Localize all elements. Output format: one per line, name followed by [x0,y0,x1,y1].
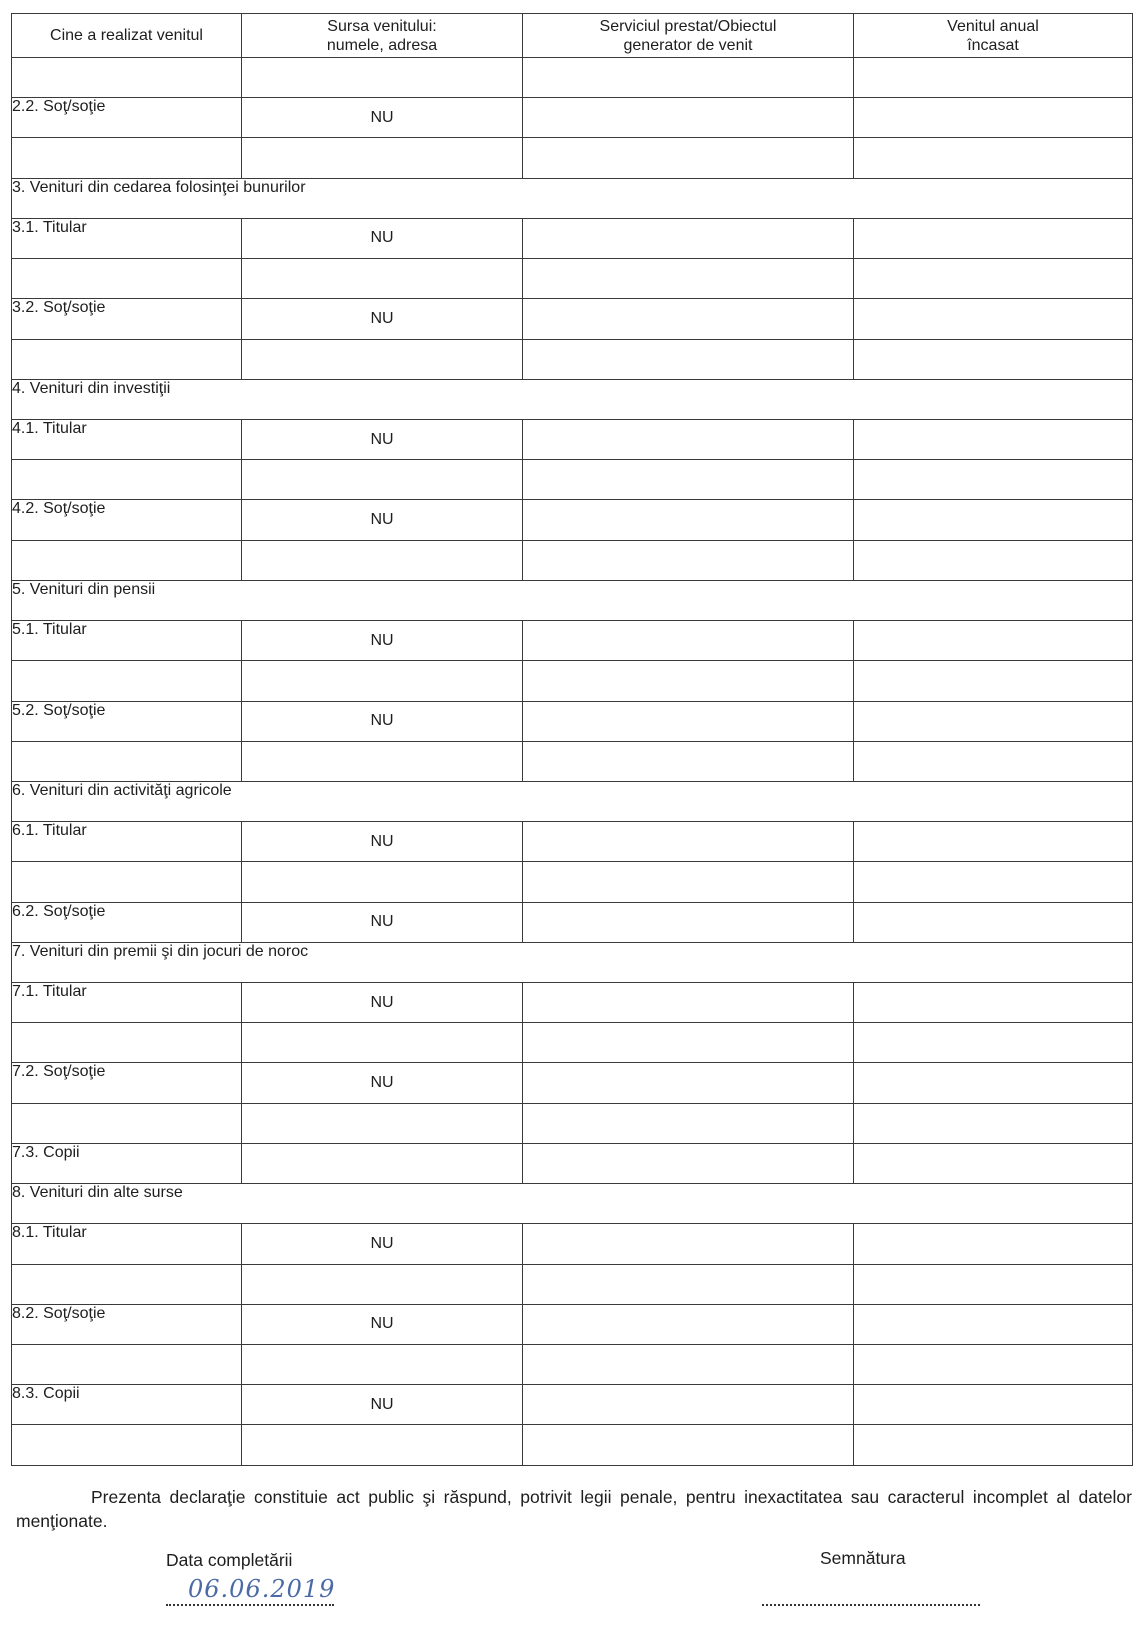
cell-source: NU [242,500,523,540]
cell-income [854,1224,1133,1264]
cell-source: NU [242,822,523,862]
cell-who [12,58,242,98]
cell-income [854,1264,1133,1304]
table-row [12,701,1133,741]
cell-who: 8.2. Soţ/soţie [12,1304,242,1344]
table-row [12,500,1133,540]
section-label: 8. Venituri din alte surse [12,1184,1133,1224]
cell-source [242,1345,523,1385]
cell-source: NU [242,299,523,339]
section-row [12,379,1133,419]
declaration-text: Prezenta declaraţie constituie act public şi răspund, potrivit legii penale, pentru inexactitatea sau caracterul incomplet al datelor menţionate. [16,1487,1132,1531]
income-declaration-table [11,13,1133,1466]
cell-service [523,983,854,1023]
cell-who [12,259,242,299]
cell-who: 5.2. Soţ/soţie [12,701,242,741]
cell-income [854,1425,1133,1465]
cell-source: NU [242,902,523,942]
cell-source: NU [242,983,523,1023]
cell-who [12,138,242,178]
table-row [12,741,1133,781]
table-row [12,1103,1133,1143]
cell-source: NU [242,1224,523,1264]
cell-source: NU [242,218,523,258]
section-row [12,178,1133,218]
cell-source [242,1103,523,1143]
cell-source [242,661,523,701]
section-row [12,942,1133,982]
header-row [12,14,1133,58]
cell-source [242,339,523,379]
cell-who: 7.3. Copii [12,1143,242,1183]
signature-label: Semnătura [820,1548,906,1568]
table-row [12,1264,1133,1304]
cell-source: NU [242,1304,523,1344]
cell-source [242,138,523,178]
cell-source: NU [242,1385,523,1425]
table-row [12,419,1133,459]
table-row [12,1304,1133,1344]
cell-income [854,500,1133,540]
cell-source [242,1264,523,1304]
cell-source [242,1425,523,1465]
cell-service [523,1304,854,1344]
cell-service [523,1103,854,1143]
table-row [12,983,1133,1023]
cell-income [854,419,1133,459]
table-row [12,902,1133,942]
section-label: 3. Venituri din cedarea folosinţei bunurilor [12,178,1133,218]
table-row [12,862,1133,902]
table-row [12,98,1133,138]
cell-who [12,1023,242,1063]
cell-income [854,259,1133,299]
cell-source: NU [242,701,523,741]
cell-service [523,1224,854,1264]
section-label: 4. Venituri din investiţii [12,379,1133,419]
cell-who: 3.2. Soţ/soţie [12,299,242,339]
cell-who: 8.1. Titular [12,1224,242,1264]
header-service: Serviciul prestat/Obiectul generator de venit [523,14,854,58]
cell-who [12,741,242,781]
section-row [12,781,1133,821]
cell-income [854,621,1133,661]
cell-source: NU [242,98,523,138]
header-source: Sursa venitului: numele, adresa [242,14,523,58]
cell-who: 4.2. Soţ/soţie [12,500,242,540]
cell-service [523,500,854,540]
cell-service [523,299,854,339]
cell-who [12,1345,242,1385]
cell-service [523,1023,854,1063]
cell-income [854,701,1133,741]
cell-income [854,1345,1133,1385]
header-income: Venitul anual încasat [854,14,1133,58]
cell-service [523,1385,854,1425]
cell-who: 2.2. Soţ/soţie [12,98,242,138]
cell-income [854,58,1133,98]
cell-income [854,983,1133,1023]
cell-source [242,540,523,580]
cell-who: 4.1. Titular [12,419,242,459]
cell-service [523,741,854,781]
table-row [12,1023,1133,1063]
cell-income [854,822,1133,862]
cell-income [854,1103,1133,1143]
date-value: 06.06.2019 [188,1575,336,1603]
cell-source: NU [242,1063,523,1103]
cell-source [242,741,523,781]
cell-service [523,460,854,500]
cell-service [523,621,854,661]
table-row [12,138,1133,178]
table-row [12,299,1133,339]
table-row [12,339,1133,379]
cell-service [523,419,854,459]
cell-service [523,540,854,580]
cell-who [12,540,242,580]
cell-income [854,98,1133,138]
cell-service [523,1063,854,1103]
cell-income [854,218,1133,258]
cell-income [854,339,1133,379]
cell-who [12,1425,242,1465]
cell-service [523,862,854,902]
cell-source [242,1143,523,1183]
cell-service [523,1425,854,1465]
cell-who: 7.1. Titular [12,983,242,1023]
cell-income [854,902,1133,942]
cell-source: NU [242,621,523,661]
date-label: Data completării [166,1550,293,1570]
table-body [12,58,1133,1466]
cell-income [854,741,1133,781]
cell-income [854,1023,1133,1063]
cell-who: 3.1. Titular [12,218,242,258]
cell-service [523,138,854,178]
cell-who: 6.1. Titular [12,822,242,862]
cell-service [523,218,854,258]
cell-service [523,339,854,379]
section-label: 7. Venituri din premii şi din jocuri de noroc [12,942,1133,982]
cell-income [854,661,1133,701]
cell-income [854,460,1133,500]
table-row [12,661,1133,701]
signature-dotted-line [762,1604,980,1606]
cell-source [242,259,523,299]
section-row [12,580,1133,620]
cell-who: 6.2. Soţ/soţie [12,902,242,942]
cell-source [242,460,523,500]
cell-income [854,1304,1133,1344]
cell-service [523,1264,854,1304]
cell-service [523,1345,854,1385]
section-label: 6. Venituri din activităţi agricole [12,781,1133,821]
cell-service [523,661,854,701]
cell-income [854,1063,1133,1103]
cell-who [12,1103,242,1143]
cell-source: NU [242,419,523,459]
table-row [12,822,1133,862]
table-row [12,1143,1133,1183]
cell-who [12,339,242,379]
cell-income [854,862,1133,902]
cell-who: 5.1. Titular [12,621,242,661]
cell-service [523,822,854,862]
cell-source [242,1023,523,1063]
cell-income [854,540,1133,580]
cell-income [854,1143,1133,1183]
cell-source [242,58,523,98]
cell-who: 8.3. Copii [12,1385,242,1425]
table-row [12,621,1133,661]
cell-who [12,1264,242,1304]
table-row [12,218,1133,258]
cell-service [523,98,854,138]
cell-who: 7.2. Soţ/soţie [12,1063,242,1103]
cell-service [523,259,854,299]
table-row [12,1063,1133,1103]
cell-service [523,902,854,942]
section-label: 5. Venituri din pensii [12,580,1133,620]
cell-income [854,1385,1133,1425]
cell-source [242,862,523,902]
table-row [12,460,1133,500]
table-row [12,259,1133,299]
cell-service [523,1143,854,1183]
table-row [12,1224,1133,1264]
cell-service [523,701,854,741]
table-row [12,1385,1133,1425]
date-dotted-line [166,1604,334,1606]
cell-who [12,460,242,500]
table-row [12,1345,1133,1385]
table-row [12,1425,1133,1465]
cell-income [854,138,1133,178]
header-who: Cine a realizat venitul [12,14,242,58]
cell-income [854,299,1133,339]
section-row [12,1184,1133,1224]
table-row [12,540,1133,580]
cell-service [523,58,854,98]
cell-who [12,862,242,902]
cell-who [12,661,242,701]
table-row [12,58,1133,98]
